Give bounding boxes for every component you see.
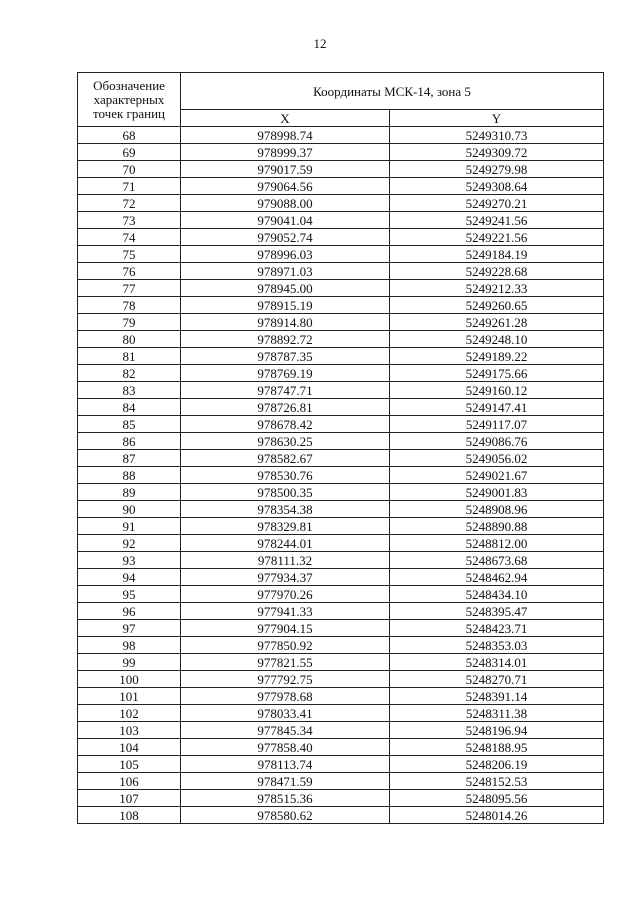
point-number-cell: 69 (78, 144, 181, 161)
point-number-cell: 85 (78, 416, 181, 433)
point-number-cell: 73 (78, 212, 181, 229)
point-number-cell: 106 (78, 773, 181, 790)
table-row (78, 314, 604, 331)
point-number-cell: 90 (78, 501, 181, 518)
y-coordinate-cell: 5248395.47 (390, 603, 604, 620)
y-coordinate-cell: 5249241.56 (390, 212, 604, 229)
y-coordinate-cell: 5249175.66 (390, 365, 604, 382)
x-coordinate-cell: 978914.80 (181, 314, 390, 331)
point-number-cell: 76 (78, 263, 181, 280)
x-coordinate-cell: 978630.25 (181, 433, 390, 450)
x-coordinate-cell: 977792.75 (181, 671, 390, 688)
x-coordinate-cell: 978892.72 (181, 331, 390, 348)
table-row (78, 620, 604, 637)
x-coordinate-cell: 978678.42 (181, 416, 390, 433)
table-row (78, 450, 604, 467)
point-number-cell: 98 (78, 637, 181, 654)
y-coordinate-cell: 5249212.33 (390, 280, 604, 297)
coordinate-system-header: Координаты МСК-14, зона 5 (181, 73, 604, 110)
x-coordinate-cell: 978244.01 (181, 535, 390, 552)
table-row (78, 331, 604, 348)
x-coordinate-cell: 978471.59 (181, 773, 390, 790)
y-coordinate-cell: 5248206.19 (390, 756, 604, 773)
y-coordinate-cell: 5249189.22 (390, 348, 604, 365)
y-coordinate-cell: 5249228.68 (390, 263, 604, 280)
point-number-cell: 70 (78, 161, 181, 178)
table-row (78, 688, 604, 705)
point-number-cell: 72 (78, 195, 181, 212)
point-number-cell: 87 (78, 450, 181, 467)
x-coordinate-cell: 978329.81 (181, 518, 390, 535)
y-coordinate-cell: 5248434.10 (390, 586, 604, 603)
point-number-cell: 89 (78, 484, 181, 501)
table-row (78, 195, 604, 212)
table-row (78, 535, 604, 552)
y-coordinate-cell: 5249261.28 (390, 314, 604, 331)
y-coordinate-cell: 5248314.01 (390, 654, 604, 671)
point-number-cell: 74 (78, 229, 181, 246)
x-coordinate-cell: 979088.00 (181, 195, 390, 212)
y-coordinate-cell: 5248462.94 (390, 569, 604, 586)
table-row (78, 586, 604, 603)
coordinates-table (77, 72, 604, 824)
point-number-cell: 71 (78, 178, 181, 195)
y-coordinate-cell: 5249260.65 (390, 297, 604, 314)
table-row (78, 671, 604, 688)
table-row (78, 144, 604, 161)
x-coordinate-cell: 978787.35 (181, 348, 390, 365)
table-row (78, 433, 604, 450)
x-coordinate-cell: 978747.71 (181, 382, 390, 399)
y-coordinate-cell: 5248908.96 (390, 501, 604, 518)
point-number-cell: 95 (78, 586, 181, 603)
y-coordinate-cell: 5249160.12 (390, 382, 604, 399)
y-coordinate-cell: 5249056.02 (390, 450, 604, 467)
table-row (78, 280, 604, 297)
x-coordinate-cell: 979041.04 (181, 212, 390, 229)
point-number-cell: 84 (78, 399, 181, 416)
table-row (78, 365, 604, 382)
point-number-cell: 81 (78, 348, 181, 365)
x-coordinate-cell: 978580.62 (181, 807, 390, 824)
y-coordinate-cell: 5249086.76 (390, 433, 604, 450)
x-coordinate-cell: 979052.74 (181, 229, 390, 246)
table-row (78, 739, 604, 756)
x-coordinate-cell: 977850.92 (181, 637, 390, 654)
y-coordinate-cell: 5248196.94 (390, 722, 604, 739)
x-coordinate-cell: 977845.34 (181, 722, 390, 739)
y-coordinate-cell: 5249248.10 (390, 331, 604, 348)
y-coordinate-cell: 5249221.56 (390, 229, 604, 246)
table-row (78, 212, 604, 229)
point-number-cell: 68 (78, 127, 181, 144)
y-column-header: Y (390, 110, 604, 127)
table-row (78, 399, 604, 416)
point-number-cell: 75 (78, 246, 181, 263)
x-coordinate-cell: 978582.67 (181, 450, 390, 467)
y-coordinate-cell: 5248812.00 (390, 535, 604, 552)
y-coordinate-cell: 5249309.72 (390, 144, 604, 161)
x-coordinate-cell: 978996.03 (181, 246, 390, 263)
table-row (78, 603, 604, 620)
point-number-cell: 92 (78, 535, 181, 552)
x-coordinate-cell: 977904.15 (181, 620, 390, 637)
x-coordinate-cell: 978769.19 (181, 365, 390, 382)
x-coordinate-cell: 979017.59 (181, 161, 390, 178)
point-number-cell: 91 (78, 518, 181, 535)
table-row (78, 348, 604, 365)
x-coordinate-cell: 978726.81 (181, 399, 390, 416)
y-coordinate-cell: 5248423.71 (390, 620, 604, 637)
x-coordinate-cell: 978515.36 (181, 790, 390, 807)
table-row (78, 773, 604, 790)
point-number-cell: 94 (78, 569, 181, 586)
table-body (78, 127, 604, 824)
table-row (78, 790, 604, 807)
x-coordinate-cell: 977970.26 (181, 586, 390, 603)
page-number: 12 (313, 36, 327, 51)
point-number-cell: 88 (78, 467, 181, 484)
point-number-cell: 104 (78, 739, 181, 756)
table-row (78, 807, 604, 824)
point-number-cell: 105 (78, 756, 181, 773)
table-row (78, 161, 604, 178)
y-coordinate-cell: 5248095.56 (390, 790, 604, 807)
point-number-cell: 97 (78, 620, 181, 637)
y-coordinate-cell: 5249147.41 (390, 399, 604, 416)
table-row (78, 178, 604, 195)
y-coordinate-cell: 5248673.68 (390, 552, 604, 569)
table-row (78, 705, 604, 722)
y-coordinate-cell: 5248890.88 (390, 518, 604, 535)
table-header (78, 73, 604, 127)
table-row (78, 416, 604, 433)
y-coordinate-cell: 5249279.98 (390, 161, 604, 178)
point-number-cell: 107 (78, 790, 181, 807)
table-row (78, 518, 604, 535)
table-row (78, 297, 604, 314)
point-number-cell: 103 (78, 722, 181, 739)
y-coordinate-cell: 5248391.14 (390, 688, 604, 705)
x-coordinate-cell: 978354.38 (181, 501, 390, 518)
y-coordinate-cell: 5248014.26 (390, 807, 604, 824)
table-row (78, 552, 604, 569)
point-number-cell: 96 (78, 603, 181, 620)
x-coordinate-cell: 978999.37 (181, 144, 390, 161)
point-number-cell: 101 (78, 688, 181, 705)
x-column-header: X (181, 110, 390, 127)
table-row (78, 263, 604, 280)
table-row (78, 637, 604, 654)
x-coordinate-cell: 979064.56 (181, 178, 390, 195)
x-coordinate-cell: 977821.55 (181, 654, 390, 671)
x-coordinate-cell: 978915.19 (181, 297, 390, 314)
point-label-header: Обозначение характерных точек границ (78, 73, 181, 127)
y-coordinate-cell: 5248311.38 (390, 705, 604, 722)
point-number-cell: 93 (78, 552, 181, 569)
table-row (78, 467, 604, 484)
x-coordinate-cell: 978111.32 (181, 552, 390, 569)
x-coordinate-cell: 978945.00 (181, 280, 390, 297)
point-number-cell: 100 (78, 671, 181, 688)
x-coordinate-cell: 978998.74 (181, 127, 390, 144)
x-coordinate-cell: 978971.03 (181, 263, 390, 280)
point-number-cell: 82 (78, 365, 181, 382)
point-number-cell: 86 (78, 433, 181, 450)
table-row (78, 756, 604, 773)
point-number-cell: 78 (78, 297, 181, 314)
point-number-cell: 79 (78, 314, 181, 331)
y-coordinate-cell: 5248353.03 (390, 637, 604, 654)
table-row (78, 484, 604, 501)
x-coordinate-cell: 978033.41 (181, 705, 390, 722)
table-header-row (78, 73, 604, 110)
y-coordinate-cell: 5249308.64 (390, 178, 604, 195)
y-coordinate-cell: 5249021.67 (390, 467, 604, 484)
x-coordinate-cell: 978530.76 (181, 467, 390, 484)
table-row (78, 722, 604, 739)
x-coordinate-cell: 977978.68 (181, 688, 390, 705)
table-row (78, 569, 604, 586)
y-coordinate-cell: 5249001.83 (390, 484, 604, 501)
table-row (78, 654, 604, 671)
y-coordinate-cell: 5248270.71 (390, 671, 604, 688)
point-number-cell: 102 (78, 705, 181, 722)
point-number-cell: 80 (78, 331, 181, 348)
y-coordinate-cell: 5249270.21 (390, 195, 604, 212)
point-number-cell: 77 (78, 280, 181, 297)
point-number-cell: 83 (78, 382, 181, 399)
table-row (78, 127, 604, 144)
x-coordinate-cell: 977858.40 (181, 739, 390, 756)
point-number-cell: 99 (78, 654, 181, 671)
y-coordinate-cell: 5248188.95 (390, 739, 604, 756)
table-row (78, 382, 604, 399)
y-coordinate-cell: 5248152.53 (390, 773, 604, 790)
x-coordinate-cell: 977934.37 (181, 569, 390, 586)
table-row (78, 501, 604, 518)
point-number-cell: 108 (78, 807, 181, 824)
y-coordinate-cell: 5249310.73 (390, 127, 604, 144)
table-row (78, 246, 604, 263)
x-coordinate-cell: 978113.74 (181, 756, 390, 773)
x-coordinate-cell: 978500.35 (181, 484, 390, 501)
x-coordinate-cell: 977941.33 (181, 603, 390, 620)
table-row (78, 229, 604, 246)
y-coordinate-cell: 5249184.19 (390, 246, 604, 263)
y-coordinate-cell: 5249117.07 (390, 416, 604, 433)
